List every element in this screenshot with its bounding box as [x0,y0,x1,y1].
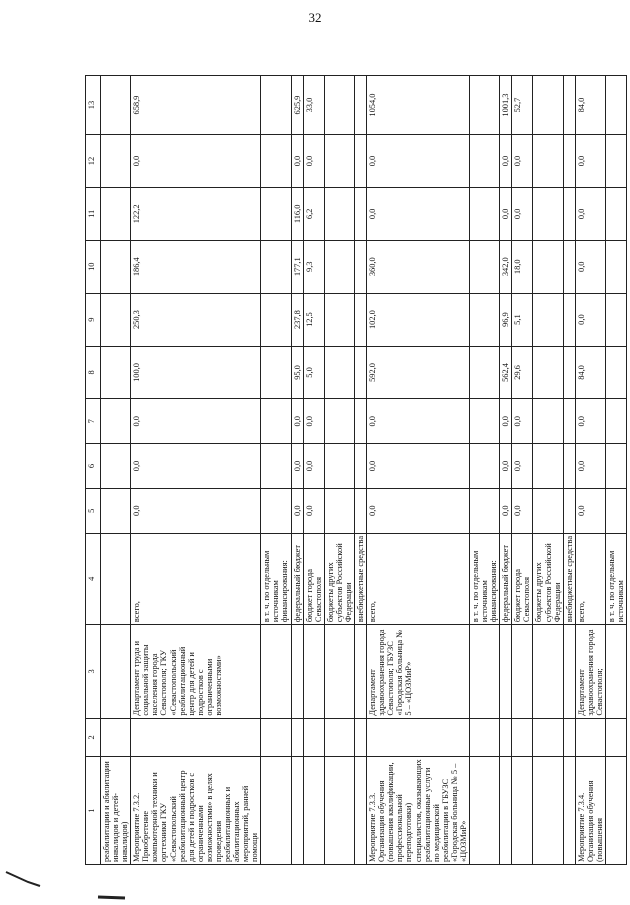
value-cell [563,444,575,489]
value-cell [261,488,291,533]
value-cell [469,76,499,135]
funding-source-cell: федеральный бюджет [291,533,303,625]
value-cell [355,135,367,188]
value-cell: 0,0 [303,135,324,188]
value-cell: 658,9 [131,76,261,135]
col-header: 9 [86,293,101,346]
value-cell [324,444,354,489]
value-cell [324,346,354,399]
funding-source-cell [101,533,131,625]
value-cell: 0,0 [303,399,324,444]
col-header: 1 [86,757,101,865]
value-cell: 5,0 [303,346,324,399]
col2-cell [605,718,626,757]
value-cell: 0,0 [500,488,512,533]
col-header: 3 [86,625,101,719]
value-cell [101,488,131,533]
value-cell [563,76,575,135]
col-header: 6 [86,444,101,489]
value-cell [533,240,563,293]
funding-source-cell: всего, [367,533,470,625]
value-cell: 116,0 [291,187,303,240]
value-cell: 0,0 [291,444,303,489]
value-cell [605,399,626,444]
activity-cell [261,757,291,865]
value-cell: 237,8 [291,293,303,346]
value-cell [101,76,131,135]
value-cell [101,444,131,489]
funding-source-cell: в т. ч. по отдельным источникам [605,533,626,625]
activity-cell: Мероприятие 7.3.2. Приобретение компьютерной техники и оргтехники ГКУ «Севастопольский реабилитационный центр для детей и подростков с ограниченными возможностями» в целях проведения реабилитационных и абилитационных мероприятий, ранней помощи [131,757,261,865]
value-cell: 360,0 [367,240,470,293]
funding-source-cell: в т. ч. по отдельным источникам финансирования: [261,533,291,625]
value-cell: 0,0 [131,488,261,533]
value-cell: 0,0 [500,399,512,444]
executor-cell [605,625,626,719]
value-cell [101,240,131,293]
executor-cell [355,625,367,719]
col-header: 5 [86,488,101,533]
value-cell: 0,0 [303,444,324,489]
col2-cell [512,718,533,757]
value-cell [261,187,291,240]
value-cell [533,135,563,188]
value-cell [261,399,291,444]
value-cell: 0,0 [291,135,303,188]
value-cell [533,76,563,135]
value-cell: 592,0 [367,346,470,399]
value-cell [355,293,367,346]
activity-cell [533,757,563,865]
value-cell: 0,0 [512,488,533,533]
value-cell [533,488,563,533]
value-cell [563,135,575,188]
executor-cell: Департамент здравоохранения города Севастополя; ГБУЗС «Городская больница № 5 – «ЦОЗМиР» [367,625,470,719]
page-number: 32 [308,10,322,25]
value-cell: 0,0 [367,187,470,240]
value-cell [533,399,563,444]
value-cell [605,76,626,135]
value-cell [469,346,499,399]
value-cell: 96,9 [500,293,512,346]
executor-cell [533,625,563,719]
value-cell [469,240,499,293]
col-header: 2 [86,718,101,757]
value-cell [355,399,367,444]
activity-cell [563,757,575,865]
col-header: 11 [86,187,101,240]
col-header: 10 [86,240,101,293]
value-cell [101,293,131,346]
value-cell: 1001,3 [500,76,512,135]
executor-cell: Департамент труда и социальной защиты населения города Севастополя; ГКУ «Севастопольский реабилитационный центр для детей и подростков с ограниченными возможностями» [131,625,261,719]
funding-source-cell: в т. ч. по отдельным источникам финансирования: [469,533,499,625]
value-cell: 1054,0 [367,76,470,135]
value-cell: 33,0 [303,76,324,135]
col2-cell [131,718,261,757]
value-cell [355,240,367,293]
col2-cell [261,718,291,757]
value-cell [469,399,499,444]
table-row [291,76,303,865]
value-cell: 0,0 [131,399,261,444]
value-cell [324,187,354,240]
value-cell: 9,3 [303,240,324,293]
value-cell [605,444,626,489]
value-cell: 0,0 [575,187,605,240]
table-row [512,76,533,865]
value-cell: 29,6 [512,346,533,399]
value-cell [533,346,563,399]
value-cell: 0,0 [512,444,533,489]
value-cell: 12,5 [303,293,324,346]
col2-cell [367,718,470,757]
table-row [563,76,575,865]
value-cell: 52,7 [512,76,533,135]
activity-cell: Мероприятие 7.3.3. Организация обучения (повышения квалификации, профессиональной переподготовки) специалистов, оказывающих реабилитационные услуги по медицинской реабилитации в ГБУЗС «Городская больница № 5 – «ЦОЗМиР» [367,757,470,865]
value-cell: 0,0 [131,444,261,489]
value-cell [324,76,354,135]
activity-cell [469,757,499,865]
col2-cell [533,718,563,757]
value-cell [563,293,575,346]
value-cell [563,399,575,444]
table-row [355,76,367,865]
activity-cell: Мероприятие 7.3.4. Организация обучения (повышения [575,757,605,865]
activity-cell [291,757,303,865]
value-cell [355,488,367,533]
value-cell [355,187,367,240]
value-cell: 0,0 [575,399,605,444]
value-cell [355,444,367,489]
value-cell [261,346,291,399]
executor-cell [512,625,533,719]
value-cell [101,346,131,399]
funding-source-cell: федеральный бюджет [500,533,512,625]
value-cell: 186,4 [131,240,261,293]
value-cell [324,399,354,444]
col-header: 8 [86,346,101,399]
value-cell [563,346,575,399]
table-row [367,76,470,865]
value-cell: 0,0 [367,488,470,533]
activity-cell: реабилитации и абилитации инвалидов и детей-инвалидов) [101,757,131,865]
col2-cell [303,718,324,757]
value-cell: 0,0 [575,293,605,346]
value-cell: 250,3 [131,293,261,346]
value-cell: 0,0 [500,187,512,240]
executor-cell [324,625,354,719]
col-header: 4 [86,533,101,625]
value-cell [324,488,354,533]
value-cell: 0,0 [575,444,605,489]
value-cell: 0,0 [367,444,470,489]
activity-cell [324,757,354,865]
col-header: 13 [86,76,101,135]
column-header-row [86,76,101,865]
table-row [605,76,626,865]
value-cell: 0,0 [291,399,303,444]
value-cell [605,240,626,293]
col2-cell [355,718,367,757]
funding-source-cell: внебюджетные средства [563,533,575,625]
table-row [469,76,499,865]
col-header: 7 [86,399,101,444]
value-cell [469,444,499,489]
value-cell [261,135,291,188]
table-row [303,76,324,865]
value-cell: 0,0 [367,399,470,444]
value-cell [469,293,499,346]
value-cell: 100,0 [131,346,261,399]
activity-cell [500,757,512,865]
value-cell [533,444,563,489]
value-cell [355,76,367,135]
funding-source-cell: бюджеты других субъектов Российской Федерации [324,533,354,625]
value-cell: 342,0 [500,240,512,293]
value-cell: 0,0 [131,135,261,188]
col2-cell [469,718,499,757]
executor-cell [101,625,131,719]
table-row [575,76,605,865]
col2-cell [291,718,303,757]
value-cell [101,399,131,444]
value-cell [324,293,354,346]
rotated-table-container [85,75,626,865]
activity-cell [512,757,533,865]
value-cell: 5,1 [512,293,533,346]
value-cell [605,135,626,188]
value-cell: 6,2 [303,187,324,240]
table-row [533,76,563,865]
table-row [131,76,261,865]
funding-source-cell: бюджет города Севастополя [512,533,533,625]
value-cell: 102,0 [367,293,470,346]
value-cell [533,187,563,240]
activity-cell [355,757,367,865]
table-row [101,76,131,865]
table-row [500,76,512,865]
value-cell: 0,0 [303,488,324,533]
funding-source-cell: бюджеты других субъектов Российской Федерации [533,533,563,625]
value-cell: 0,0 [512,135,533,188]
value-cell: 625,9 [291,76,303,135]
value-cell: 0,0 [512,187,533,240]
funding-source-cell: всего, [131,533,261,625]
col2-cell [563,718,575,757]
value-cell [469,135,499,188]
funding-table [85,75,627,865]
activity-cell [605,757,626,865]
value-cell [101,135,131,188]
executor-cell [291,625,303,719]
activity-cell [303,757,324,865]
value-cell [261,240,291,293]
value-cell [355,346,367,399]
value-cell: 0,0 [500,135,512,188]
value-cell: 0,0 [367,135,470,188]
funding-source-cell: бюджет города Севастополя [303,533,324,625]
table-row [324,76,354,865]
value-cell: 122,2 [131,187,261,240]
col2-cell [500,718,512,757]
value-cell: 0,0 [512,399,533,444]
value-cell [469,488,499,533]
value-cell: 0,0 [575,240,605,293]
executor-cell [303,625,324,719]
funding-source-cell: внебюджетные средства [355,533,367,625]
col2-cell [101,718,131,757]
value-cell: 0,0 [291,488,303,533]
executor-cell [563,625,575,719]
value-cell [261,293,291,346]
executor-cell: Департамент здравоохранения города Севастополя; [575,625,605,719]
funding-source-cell: всего, [575,533,605,625]
value-cell [261,76,291,135]
value-cell [469,187,499,240]
value-cell [563,187,575,240]
value-cell [533,293,563,346]
value-cell [605,488,626,533]
col-header: 12 [86,135,101,188]
value-cell [605,346,626,399]
value-cell: 0,0 [500,444,512,489]
value-cell [101,187,131,240]
value-cell: 0,0 [575,488,605,533]
value-cell [605,187,626,240]
value-cell: 95,0 [291,346,303,399]
value-cell: 84,0 [575,346,605,399]
col2-cell [575,718,605,757]
value-cell [324,135,354,188]
value-cell: 562,4 [500,346,512,399]
executor-cell [261,625,291,719]
executor-cell [469,625,499,719]
value-cell: 177,1 [291,240,303,293]
value-cell: 0,0 [575,135,605,188]
table-row [261,76,291,865]
col2-cell [324,718,354,757]
value-cell [563,240,575,293]
value-cell [563,488,575,533]
value-cell [261,444,291,489]
value-cell [605,293,626,346]
value-cell [324,240,354,293]
scan-mark [0,860,140,905]
value-cell: 18,0 [512,240,533,293]
value-cell: 84,0 [575,76,605,135]
executor-cell [500,625,512,719]
